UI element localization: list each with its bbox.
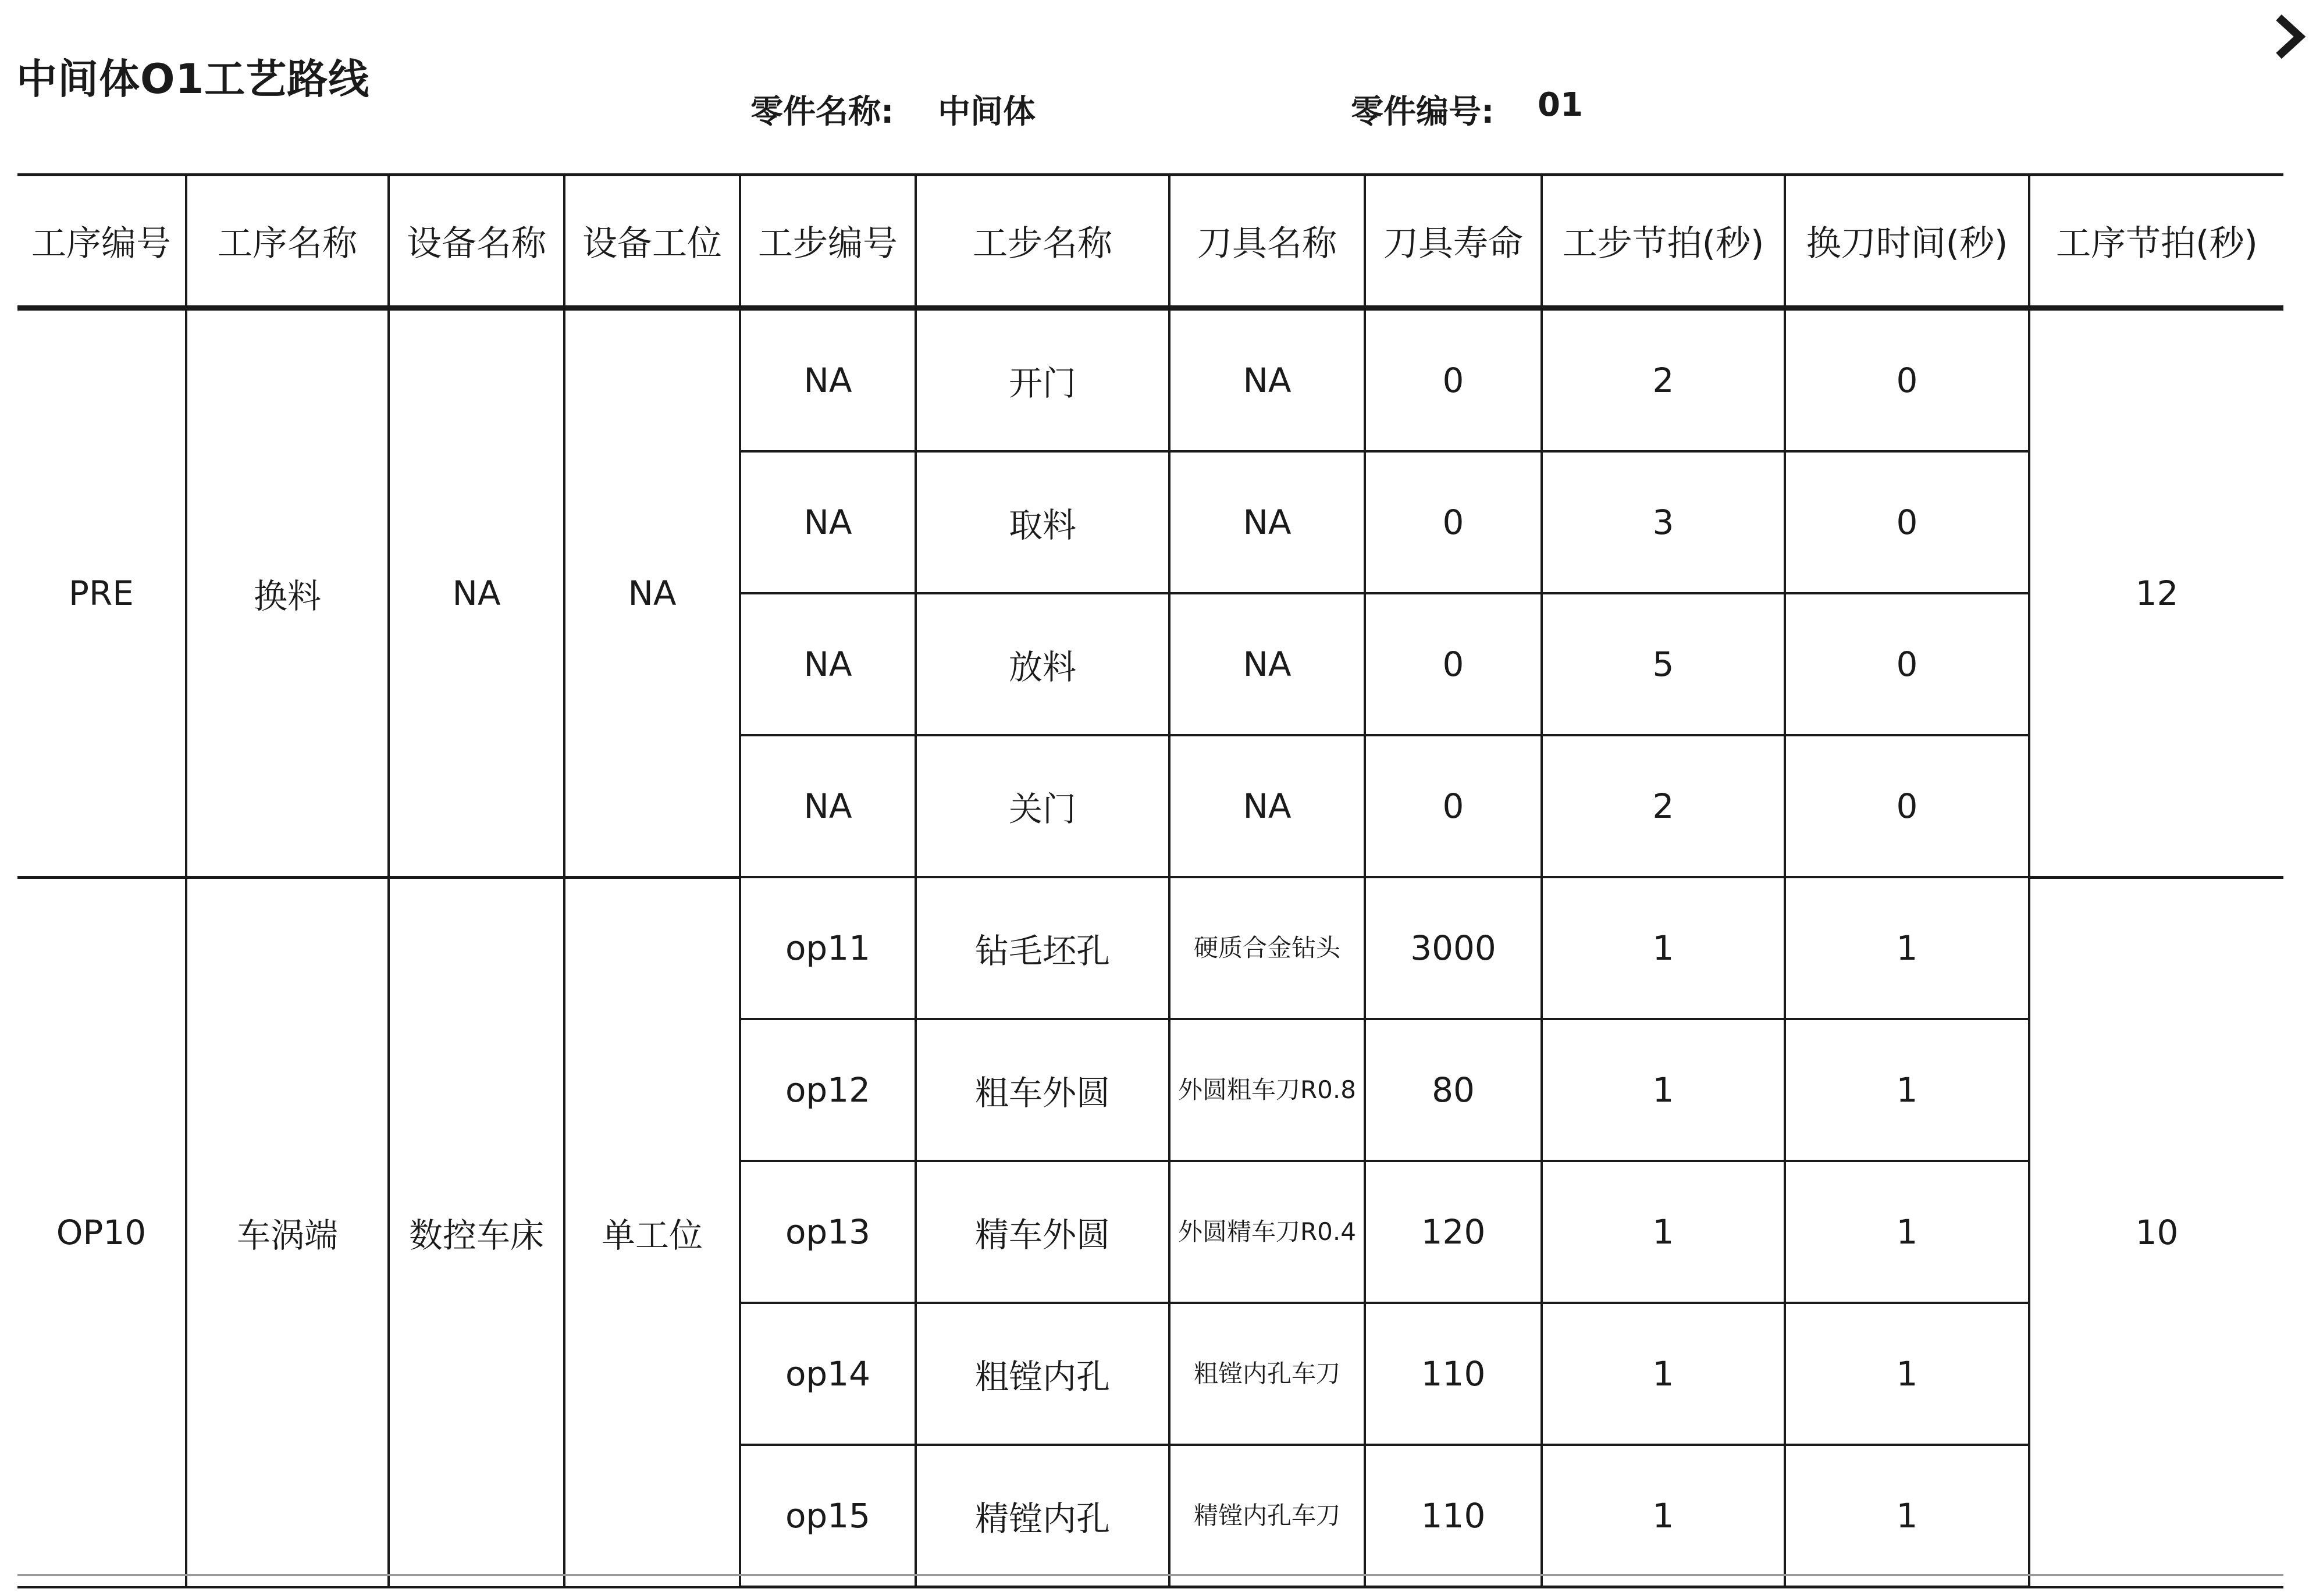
column-header: 设备名称	[389, 175, 564, 308]
process-cycle-cell: 10	[2029, 877, 2283, 1587]
step-name-cell: 关门	[916, 735, 1169, 877]
close-icon	[2272, 10, 2309, 63]
tool-life-cell: 0	[1365, 735, 1542, 877]
step-name-cell: 放料	[916, 593, 1169, 735]
step-cycle-cell: 1	[1542, 1161, 1785, 1303]
process-name-cell: 车涡端	[186, 877, 389, 1587]
tool-life-cell: 0	[1365, 593, 1542, 735]
equipment-name-cell: NA	[389, 308, 564, 878]
tool-change-time-cell: 0	[1785, 735, 2029, 877]
tool-name-cell: 粗镗内孔车刀	[1169, 1303, 1365, 1445]
tool-change-time-cell: 0	[1785, 308, 2029, 452]
step-number-cell: op14	[740, 1303, 916, 1445]
tool-life-cell: 110	[1365, 1303, 1542, 1445]
tool-name-cell: 外圆粗车刀R0.8	[1169, 1019, 1365, 1161]
process-route-table	[17, 173, 2283, 1588]
column-header: 刀具名称	[1169, 175, 1365, 308]
step-number-cell: op13	[740, 1161, 916, 1303]
tool-change-time-cell: 0	[1785, 593, 2029, 735]
tool-life-cell: 0	[1365, 451, 1542, 593]
step-name-cell: 取料	[916, 451, 1169, 593]
equipment-station-cell: 单工位	[564, 877, 740, 1587]
table-bottom-rule	[17, 1574, 2283, 1576]
step-number-cell: NA	[740, 308, 916, 452]
tool-name-cell: NA	[1169, 593, 1365, 735]
tool-life-cell: 110	[1365, 1445, 1542, 1587]
step-cycle-cell: 2	[1542, 735, 1785, 877]
column-header: 设备工位	[564, 175, 740, 308]
column-header: 工步编号	[740, 175, 916, 308]
step-number-cell: NA	[740, 735, 916, 877]
step-cycle-cell: 1	[1542, 1019, 1785, 1161]
tool-change-time-cell: 1	[1785, 1019, 2029, 1161]
step-cycle-cell: 1	[1542, 1445, 1785, 1587]
tool-life-cell: 120	[1365, 1161, 1542, 1303]
tool-change-time-cell: 1	[1785, 1303, 2029, 1445]
part-number-value: 01	[1538, 86, 1583, 124]
table-row	[17, 877, 2283, 1019]
column-header: 工序名称	[186, 175, 389, 308]
tool-life-cell: 0	[1365, 308, 1542, 452]
step-name-cell: 开门	[916, 308, 1169, 452]
part-name-label: 零件名称:	[750, 93, 894, 131]
tool-change-time-cell: 1	[1785, 1161, 2029, 1303]
column-header: 工序节拍(秒)	[2029, 175, 2283, 308]
tool-name-cell: 硬质合金钻头	[1169, 877, 1365, 1019]
step-number-cell: op12	[740, 1019, 916, 1161]
part-name-value: 中间体	[938, 93, 1036, 131]
tool-name-cell: NA	[1169, 735, 1365, 877]
page-title: 中间体O1工艺路线	[16, 55, 370, 103]
tool-life-cell: 80	[1365, 1019, 1542, 1161]
step-cycle-cell: 1	[1542, 1303, 1785, 1445]
step-number-cell: op15	[740, 1445, 916, 1587]
step-name-cell: 精车外圆	[916, 1161, 1169, 1303]
step-name-cell: 精镗内孔	[916, 1445, 1169, 1587]
step-cycle-cell: 3	[1542, 451, 1785, 593]
column-header: 工步节拍(秒)	[1542, 175, 1785, 308]
tool-name-cell: 外圆精车刀R0.4	[1169, 1161, 1365, 1303]
column-header: 工序编号	[17, 175, 186, 308]
column-header: 刀具寿命	[1365, 175, 1542, 308]
step-name-cell: 钻毛坯孔	[916, 877, 1169, 1019]
step-cycle-cell: 5	[1542, 593, 1785, 735]
step-name-cell: 粗车外圆	[916, 1019, 1169, 1161]
process-code-cell: OP10	[17, 877, 186, 1587]
equipment-name-cell: 数控车床	[389, 877, 564, 1587]
step-number-cell: op11	[740, 877, 916, 1019]
tool-change-time-cell: 1	[1785, 1445, 2029, 1587]
close-button[interactable]	[2272, 10, 2309, 63]
step-cycle-cell: 2	[1542, 308, 1785, 452]
tool-name-cell: NA	[1169, 308, 1365, 452]
step-number-cell: NA	[740, 451, 916, 593]
step-name-cell: 粗镗内孔	[916, 1303, 1169, 1445]
step-number-cell: NA	[740, 593, 916, 735]
table-row	[17, 308, 2283, 452]
column-header: 工步名称	[916, 175, 1169, 308]
part-number-label: 零件编号:	[1351, 93, 1495, 131]
tool-name-cell: NA	[1169, 451, 1365, 593]
tool-name-cell: 精镗内孔车刀	[1169, 1445, 1365, 1587]
tool-change-time-cell: 0	[1785, 451, 2029, 593]
process-cycle-cell: 12	[2029, 308, 2283, 878]
step-cycle-cell: 1	[1542, 877, 1785, 1019]
process-code-cell: PRE	[17, 308, 186, 878]
tool-life-cell: 3000	[1365, 877, 1542, 1019]
process-name-cell: 换料	[186, 308, 389, 878]
equipment-station-cell: NA	[564, 308, 740, 878]
table-header-row	[17, 175, 2283, 308]
tool-change-time-cell: 1	[1785, 877, 2029, 1019]
column-header: 换刀时间(秒)	[1785, 175, 2029, 308]
